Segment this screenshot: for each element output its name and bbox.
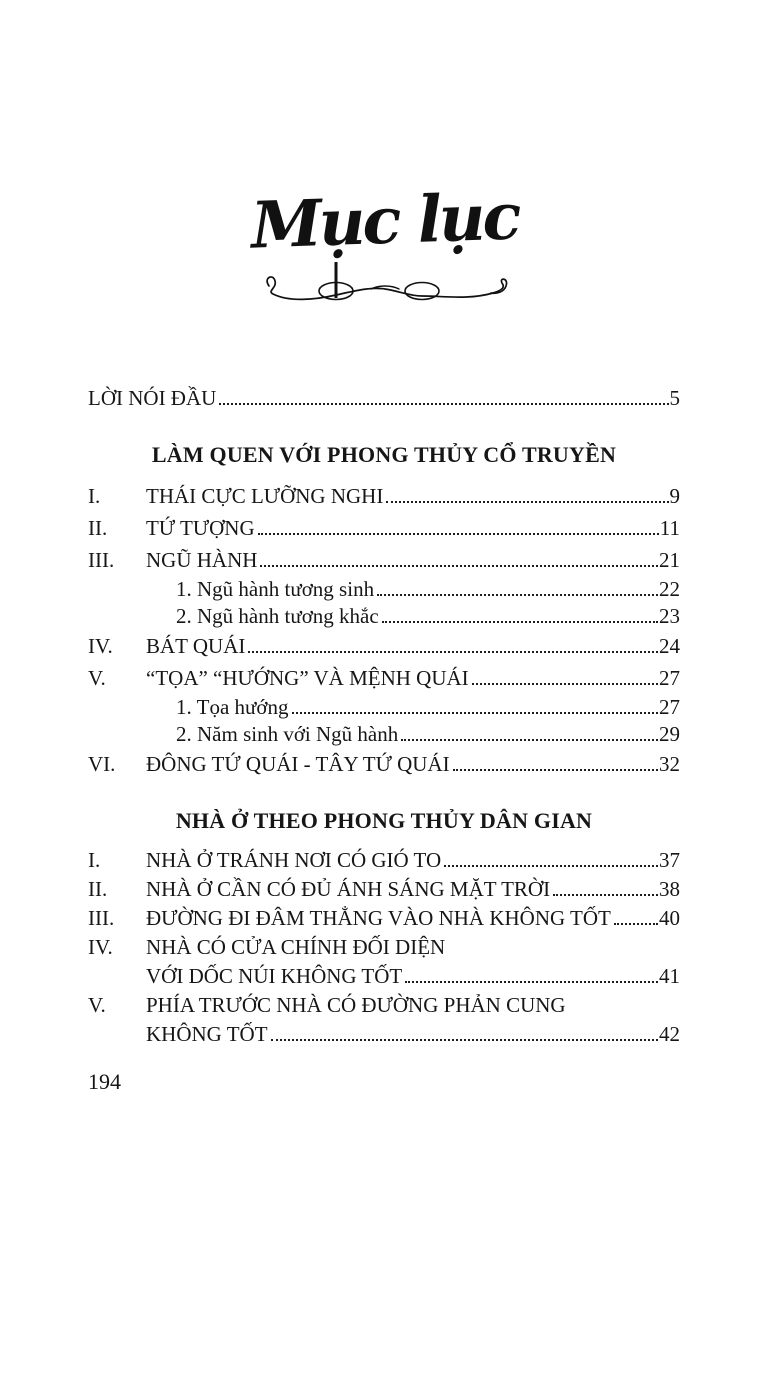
section-heading: NHÀ Ở THEO PHONG THỦY DÂN GIAN [175,808,593,833]
dot-leader [472,683,658,685]
entry-label: NGŨ HÀNH [146,548,258,572]
entry-page: 41 [659,964,680,988]
toc-entry-preface [88,382,680,414]
entry-page: 27 [659,666,680,690]
toc-entry [88,630,680,662]
entry-numeral: III. [88,548,115,572]
toc-entry [88,875,680,904]
entry-label: 1. Tọa hướng [176,695,289,719]
toc-script-title: Mục lục [249,179,520,264]
section-heading: LÀM QUEN VỚI PHONG THỦY CỔ TRUYỀN [151,442,617,467]
entry-numeral: V. [88,666,106,690]
entry-label: 2. Ngũ hành tương khắc [176,604,379,628]
entry-label: KHÔNG TỐT [146,1022,268,1046]
entry-page: 27 [659,695,680,719]
entry-numeral: IV. [88,634,113,658]
toc-entry [88,846,680,875]
dot-leader [453,769,658,771]
entry-label: NHÀ CÓ CỬA CHÍNH ĐỐI DIỆN [146,935,446,959]
entry-numeral: I. [88,848,101,872]
entry-label: 2. Năm sinh với Ngũ hành [176,722,399,746]
entry-numeral: II. [88,877,108,901]
toc-page [0,178,769,1389]
entry-numeral: III. [88,906,115,930]
entry-numeral: II. [88,516,108,540]
entry-label: 1. Ngũ hành tương sinh [176,577,375,601]
entry-page: 37 [659,848,680,872]
dot-leader [258,533,659,535]
entry-label: NHÀ Ở TRÁNH NƠI CÓ GIÓ TO [146,848,442,872]
toc-entry [88,904,680,933]
entry-label: ĐÔNG TỨ QUÁI - TÂY TỨ QUÁI [146,752,450,776]
dot-leader [401,739,658,741]
toc-entry-line1 [88,991,680,1020]
toc-subentry [88,576,680,603]
dot-leader [382,621,658,623]
toc-subentry [88,603,680,630]
entry-page: 22 [659,577,680,601]
entry-label: “TỌA” “HƯỚNG” VÀ MỆNH QUÁI [146,666,469,690]
toc-entry [88,748,680,780]
entry-label: THÁI CỰC LƯỠNG NGHI [146,484,384,508]
entry-label: NHÀ Ở CẦN CÓ ĐỦ ÁNH SÁNG MẶT TRỜI [146,877,551,901]
dot-leader [444,865,658,867]
entry-page: 9 [669,484,680,508]
flourish-divider-icon [259,262,511,310]
dot-leader [219,403,668,405]
dot-leader [292,712,658,714]
entry-page: 24 [659,634,680,658]
entry-label: VỚI DỐC NÚI KHÔNG TỐT [146,964,403,988]
entry-page: 21 [659,548,680,572]
toc-entry-line2 [88,962,680,991]
entry-numeral: V. [88,993,106,1017]
entry-page: 32 [659,752,680,776]
toc-subentry [88,694,680,721]
entry-page: 29 [659,722,680,746]
toc-subentry [88,721,680,748]
entry-page: 40 [659,906,680,930]
entry-label: LỜI NÓI ĐẦU [88,386,217,410]
dot-leader [614,923,658,925]
entry-page: 11 [659,516,680,540]
dot-leader [386,501,668,503]
dot-leader [271,1039,658,1041]
entry-page: 42 [659,1022,680,1046]
dot-leader [553,894,658,896]
entry-numeral: VI. [88,752,116,776]
page-title-block [0,178,769,310]
entry-label: ĐƯỜNG ĐI ĐÂM THẲNG VÀO NHÀ KHÔNG TỐT [146,906,611,930]
entry-page: 23 [659,604,680,628]
toc-entry [88,662,680,694]
dot-leader [405,981,658,983]
toc-entry [88,480,680,512]
toc-entry [88,544,680,576]
entry-page: 38 [659,877,680,901]
entry-page: 5 [669,386,680,410]
page-number: 194 [88,1069,121,1094]
entry-label: TỨ TƯỢNG [146,516,255,540]
toc-entry-line1 [88,933,680,962]
dot-leader [260,565,658,567]
table-of-contents [88,382,680,1049]
entry-label: PHÍA TRƯỚC NHÀ CÓ ĐƯỜNG PHẢN CUNG [146,993,566,1017]
entry-numeral: I. [88,484,101,508]
dot-leader [248,651,658,653]
entry-numeral: IV. [88,935,113,959]
entry-label: BÁT QUÁI [146,634,246,658]
dot-leader [377,594,658,596]
toc-entry [88,512,680,544]
toc-entry-line2 [88,1020,680,1049]
